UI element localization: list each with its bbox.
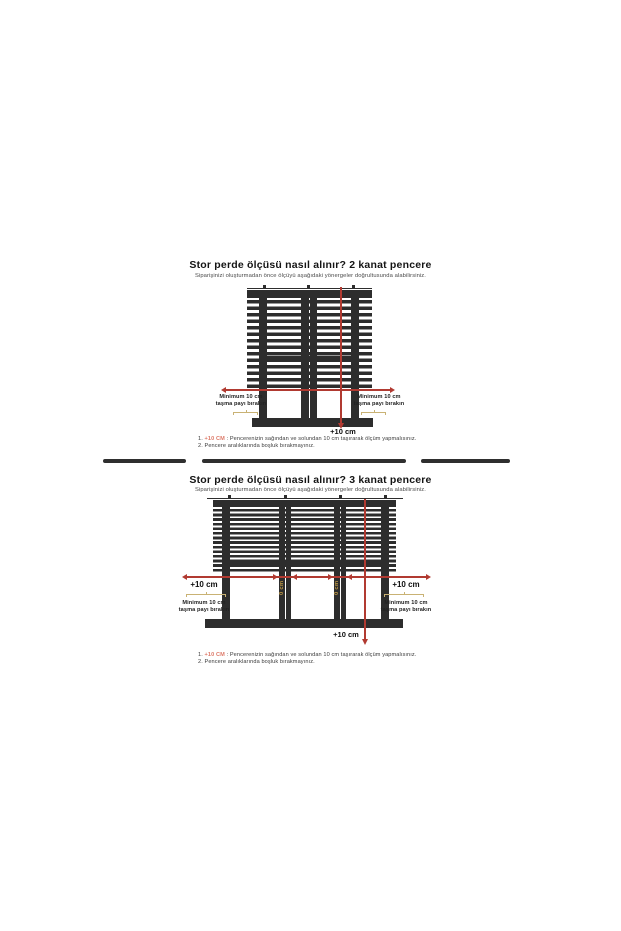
gap-arrowhead-into-mullion-2-left — [328, 574, 333, 580]
height-measure-line — [340, 287, 342, 424]
gap-arrowhead-into-mullion-1-left — [273, 574, 278, 580]
section-1-footnotes — [198, 436, 416, 450]
gap-arrowhead-into-mullion-1-right — [292, 574, 297, 580]
blind-top-line — [207, 498, 403, 499]
brace-mid-tick — [374, 410, 375, 413]
footnote-1 — [198, 652, 416, 659]
width-measure-line — [186, 576, 428, 578]
measure-brace-right — [361, 412, 386, 416]
divider-segment — [103, 459, 186, 463]
section-2-title: Stor perde ölçüsü nasıl alınır? 3 kanat pencere — [189, 474, 432, 486]
left-overhang-note — [208, 394, 274, 407]
blind-slats — [247, 300, 372, 389]
right-overhang-note — [346, 394, 412, 407]
divider-segment — [202, 459, 406, 463]
left-overhang-note-line1: Minimum 10 cm — [182, 600, 226, 606]
blind-header-rail — [247, 290, 372, 298]
left-overhang-note-line1: Minimum 10 cm — [219, 394, 263, 400]
height-measure-label: +10 cm — [333, 630, 359, 639]
arrowhead-down — [362, 639, 368, 645]
footnote-2: 2. Pencere aralıklarında boşluk bırakmayınız. — [198, 659, 315, 665]
divider-segment — [421, 459, 510, 463]
section-2-footnotes — [198, 652, 416, 666]
brace-mid-tick — [246, 410, 247, 413]
frame-transom-bar — [259, 356, 359, 362]
blind-header-rail — [213, 500, 396, 507]
section-2-subtitle: Siparişinizi oluşturmadan önce ölçüyü aşağıdaki yönergeler doğrultusunda alabilirsiniz. — [194, 487, 427, 493]
right-measure-label: +10 cm — [392, 580, 420, 589]
measure-brace-left — [186, 594, 226, 598]
width-measure-line — [226, 389, 390, 391]
gap-zero-label-1: 0 cm — [279, 580, 285, 596]
footnote-1-highlight: +10 CM — [204, 436, 225, 442]
height-measure-label: +10 cm — [330, 427, 356, 436]
footnote-2: 2. Pencere aralıklarında boşluk bırakmayınız. — [198, 443, 315, 449]
right-overhang-note-line2: taşma payı bırakın — [380, 606, 432, 613]
right-overhang-note-line1: Minimum 10 cm — [357, 394, 401, 400]
footnote-1-text: : Pencerenizin sağından ve solundan 10 cm taşırarak ölçüm yapmalısınız. — [226, 436, 417, 442]
gap-zero-label-2: 0 cm — [334, 580, 340, 596]
arrowhead-right — [390, 387, 395, 393]
footnote-1-number: 1. — [198, 436, 203, 442]
section-1-title: Stor perde ölçüsü nasıl alınır? 2 kanat pencere — [189, 259, 432, 271]
right-overhang-note-line2: taşma payı bırakın — [353, 400, 405, 407]
arrowhead-left — [221, 387, 226, 393]
right-overhang-note — [378, 600, 434, 613]
footnote-1-number: 1. — [198, 652, 203, 658]
right-overhang-note-line1: Minimum 10 cm — [384, 600, 428, 606]
footnote-1-highlight: +10 CM — [204, 652, 225, 658]
measure-brace-left — [233, 412, 258, 416]
left-overhang-note — [176, 600, 232, 613]
footnote-1 — [198, 436, 416, 443]
left-overhang-note-line2: taşma payı bırakın — [178, 606, 230, 613]
window-sill — [252, 418, 373, 427]
footnote-1-text: : Pencerenizin sağından ve solundan 10 cm taşırarak ölçüm yapmalısınız. — [226, 652, 417, 658]
brace-mid-tick — [206, 592, 207, 595]
measure-brace-right — [384, 594, 424, 598]
gap-arrowhead-into-mullion-2-right — [347, 574, 352, 580]
section-1-subtitle: Siparişinizi oluşturmadan önce ölçüyü aşağıdaki yönergeler doğrultusunda alabilirsiniz. — [194, 273, 427, 279]
window-sill — [205, 619, 403, 628]
left-overhang-note-line2: taşma payı bırakın — [215, 400, 267, 407]
left-measure-label: +10 cm — [190, 580, 218, 589]
brace-mid-tick — [404, 592, 405, 595]
height-measure-line — [364, 499, 366, 640]
